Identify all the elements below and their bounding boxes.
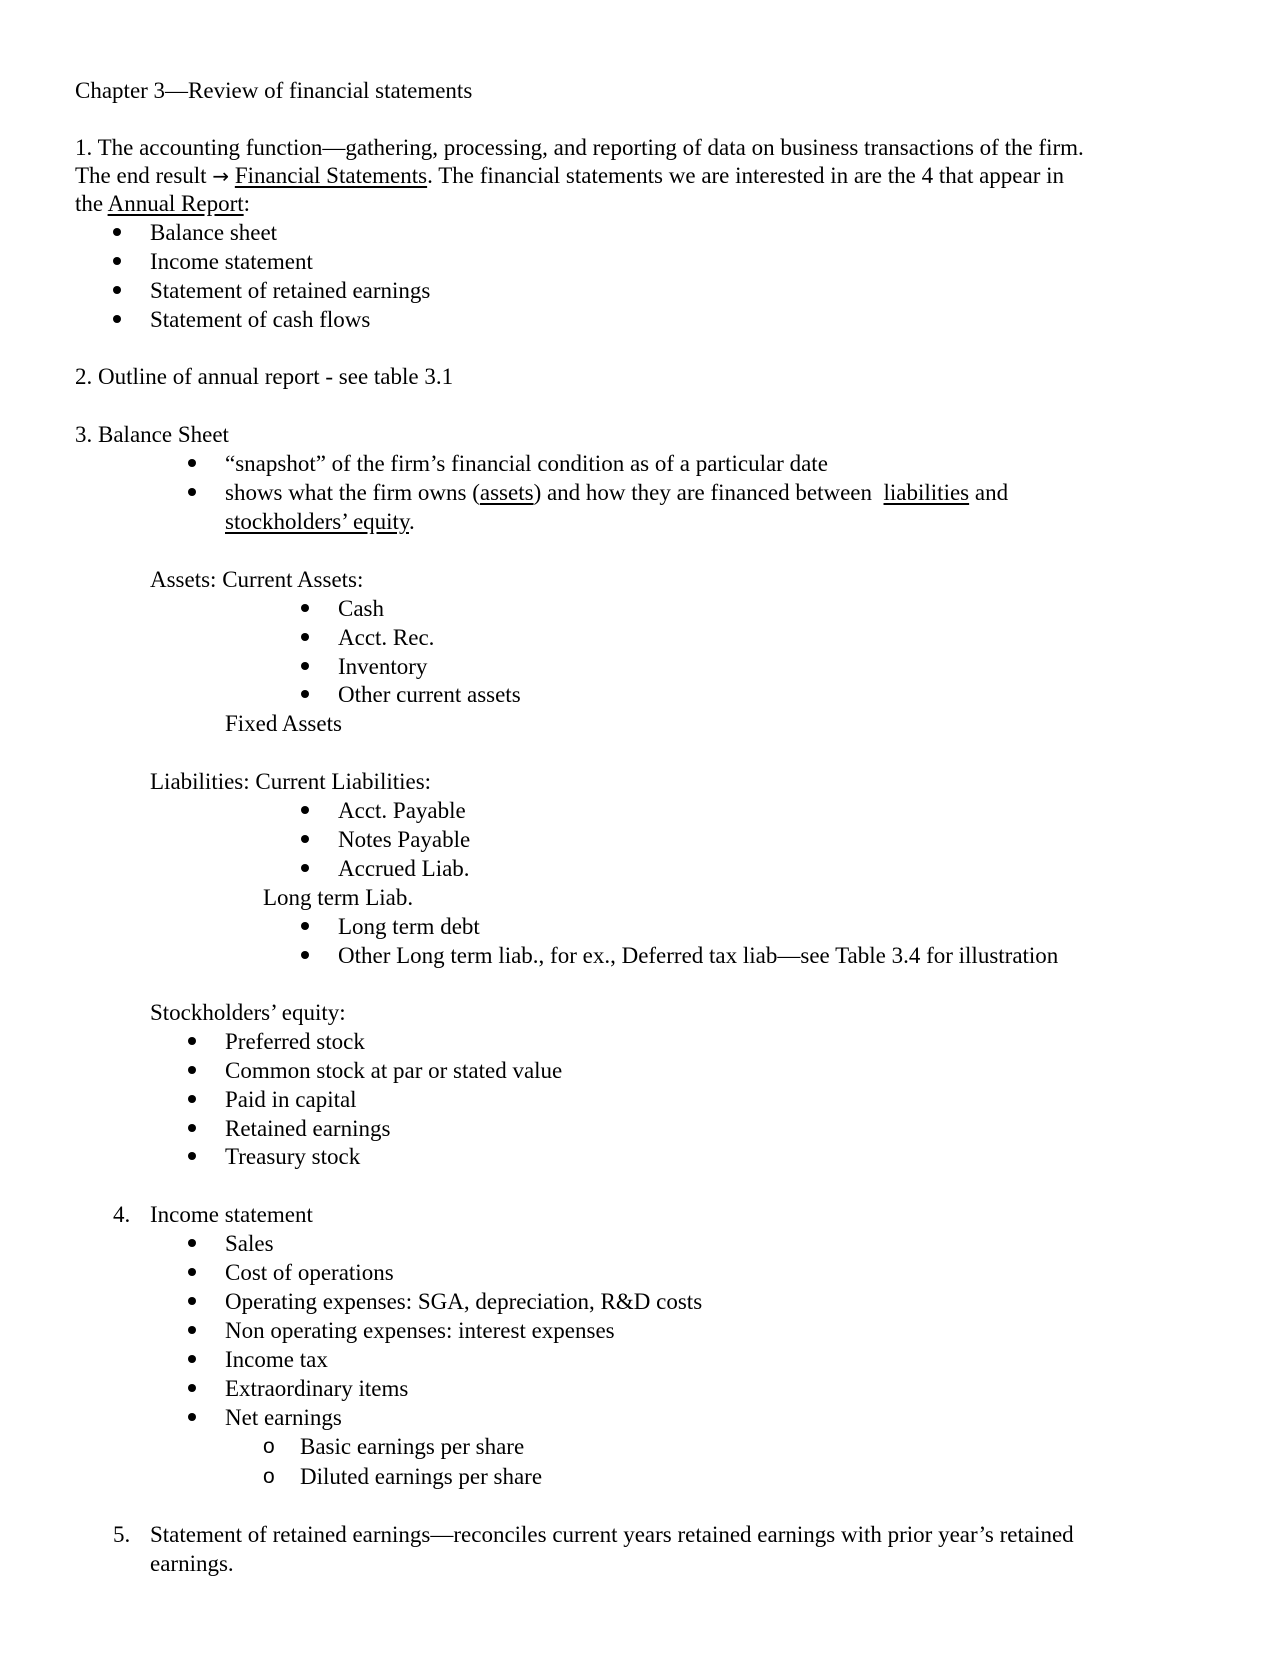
assets-label: Assets: Current Assets: (150, 567, 364, 592)
section-4-heading: Income statement (150, 1202, 313, 1227)
list-item: Long term debt (338, 914, 480, 939)
assets-term: assets (479, 480, 534, 505)
bullet-icon (185, 492, 199, 500)
bullet-icon (110, 290, 124, 298)
list-item: Statement of cash flows (150, 307, 371, 332)
circle-bullet-icon: o (263, 1465, 275, 1488)
bullet-icon (298, 637, 312, 645)
list-item: Acct. Rec. (338, 625, 435, 650)
liabilities-term: liabilities (883, 480, 970, 505)
section-3-heading: 3. Balance Sheet (75, 422, 229, 447)
list-item: Preferred stock (225, 1029, 365, 1054)
fixed-assets-label: Fixed Assets (225, 711, 342, 736)
list-item: Balance sheet (150, 220, 278, 245)
list-item: Other current assets (338, 682, 521, 707)
list-item: Sales (225, 1231, 274, 1256)
bullet-icon (185, 1243, 199, 1251)
bullet-icon (298, 955, 312, 963)
bullet-icon (185, 463, 199, 471)
list-item: Income tax (225, 1347, 328, 1372)
list-item: Statement of retained earnings (150, 278, 431, 303)
equity-label: Stockholders’ equity: (150, 1000, 346, 1025)
list-item: Cost of operations (225, 1260, 394, 1285)
bullet-icon (185, 1272, 199, 1280)
list-item: shows what the firm owns (assets) and how they are financed between liabilities and (225, 480, 1009, 505)
bullet-icon (185, 1156, 199, 1164)
list-item: Income statement (150, 249, 313, 274)
bullet-icon (185, 1070, 199, 1078)
section-1-line-2: The end result → Financial Statements. The financial statements we are interested in are the 4 that appear in (75, 163, 1065, 188)
section-5-number: 5. (113, 1522, 131, 1547)
bullet-icon (185, 1128, 199, 1136)
financial-statements-term: Financial Statements (234, 163, 428, 188)
list-item: Accrued Liab. (338, 856, 470, 881)
bullet-icon (185, 1301, 199, 1309)
section-5-line-2: earnings. (150, 1551, 234, 1576)
list-item-continuation: stockholders’ equity. (225, 509, 415, 534)
section-4-number: 4. (113, 1202, 131, 1227)
list-item: “snapshot” of the firm’s financial condition as of a particular date (225, 451, 828, 476)
bullet-icon (298, 926, 312, 934)
arrow-right-icon: → (212, 164, 230, 188)
bullet-icon (110, 232, 124, 240)
list-item: Inventory (338, 654, 428, 679)
list-item: Retained earnings (225, 1116, 391, 1141)
list-item: Operating expenses: SGA, depreciation, R&D costs (225, 1289, 703, 1314)
section-1-line-1: 1. The accounting function—gathering, processing, and reporting of data on business transactions of the firm. (75, 135, 1084, 160)
list-item: Other Long term liab., for ex., Deferred tax liab—see Table 3.4 for illustration (338, 943, 1059, 968)
list-item: Non operating expenses: interest expenses (225, 1318, 615, 1343)
annual-report-term: Annual Report (107, 191, 244, 216)
stockholders-equity-term: stockholders’ equity (225, 509, 409, 534)
bullet-icon (185, 1330, 199, 1338)
list-item: Paid in capital (225, 1087, 357, 1112)
bullet-icon (298, 666, 312, 674)
list-item: Acct. Payable (338, 798, 466, 823)
list-item: Notes Payable (338, 827, 471, 852)
bullet-icon (185, 1417, 199, 1425)
bullet-icon (110, 319, 124, 327)
list-item: Common stock at par or stated value (225, 1058, 563, 1083)
list-item: Diluted earnings per share (300, 1464, 543, 1489)
section-1-line-3: the Annual Report: (75, 191, 251, 216)
bullet-icon (110, 261, 124, 269)
list-item: Basic earnings per share (300, 1434, 525, 1459)
bullet-icon (185, 1041, 199, 1049)
list-item: Extraordinary items (225, 1376, 409, 1401)
list-item: Treasury stock (225, 1144, 361, 1169)
circle-bullet-icon: o (263, 1435, 275, 1458)
bullet-icon (298, 810, 312, 818)
page-title: Chapter 3—Review of financial statements (75, 78, 473, 103)
list-item: Cash (338, 596, 384, 621)
bullet-icon (185, 1359, 199, 1367)
bullet-icon (185, 1388, 199, 1396)
section-2-line: 2. Outline of annual report - see table 3.1 (75, 364, 454, 389)
list-item: Net earnings (225, 1405, 342, 1430)
section-5-line-1: Statement of retained earnings—reconciles current years retained earnings with prior year’s retained (150, 1522, 1074, 1547)
bullet-icon (298, 868, 312, 876)
long-term-liab-label: Long term Liab. (263, 885, 414, 910)
bullet-icon (185, 1099, 199, 1107)
bullet-icon (298, 839, 312, 847)
bullet-icon (298, 608, 312, 616)
liabilities-label: Liabilities: Current Liabilities: (150, 769, 432, 794)
bullet-icon (298, 694, 312, 702)
